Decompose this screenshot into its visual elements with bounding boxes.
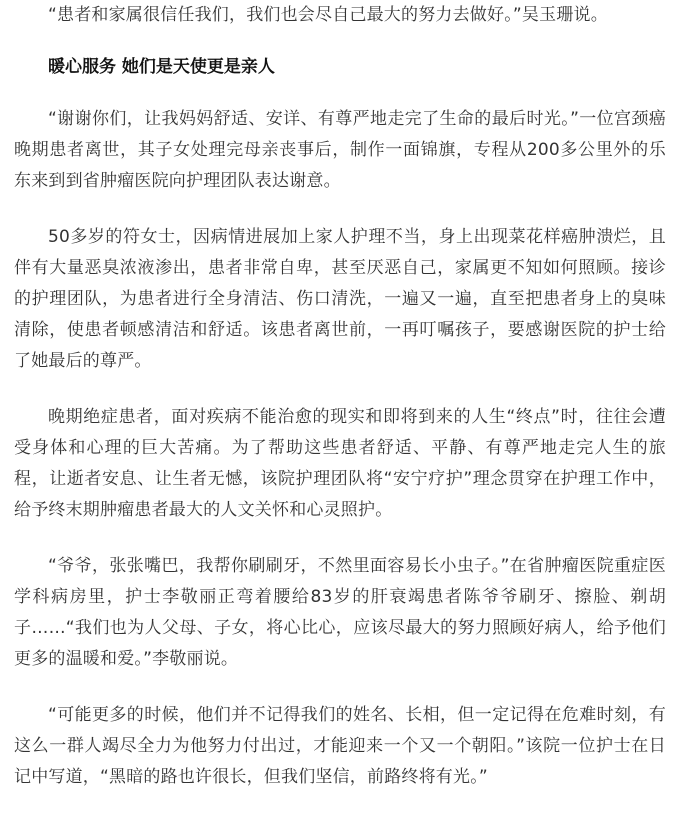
paragraph-thank-you-banner: “谢谢你们，让我妈妈舒适、安详、有尊严地走完了生命的最后时光。”一位宫颈癌晚期患者离世，其子女处理完母亲丧事后，制作一面锦旗，专程从200多公里外的乐东来到到省肿瘤医院向护理团队表达谢意。 — [14, 109, 666, 191]
spacer — [14, 675, 666, 700]
paragraph-nurse-li-jingli: “爷爷，张张嘴巴，我帮你刷刷牙，不然里面容易长小虫子。”在省肿瘤医院重症医学科病房里，护士李敬丽正弯着腰给83岁的肝衰竭患者陈爷爷刷牙、擦脸、剃胡子……“我们也为人父母、子女，将心比心，应该尽最大的努力照顾好病人，给予他们更多的温暖和爱。”李敬丽说。 — [14, 556, 666, 669]
paragraph-nurse-diary: “可能更多的时候，他们并不记得我们的姓名、长相，但一定记得在危难时刻，有这么一群人竭尽全力为他努力付出过，才能迎来一个又一个朝阳。”该院一位护士在日记中写道，“黑暗的路也许很长，但我们坚信，前路终将有光。” — [14, 705, 666, 787]
article-body — [14, 0, 666, 793]
section-subheading: 暖心服务 她们是天使更是亲人 — [48, 57, 275, 77]
paragraph-ms-fu: 50多岁的符女士，因病情进展加上家人护理不当，身上出现菜花样癌肿溃烂，且伴有大量恶臭浓液渗出，患者非常自卑，甚至厌恶自己，家属更不知如何照顾。接诊的护理团队，为患者进行全身清洁、伤口清洗，一遍又一遍，直至把患者身上的臭味清除，使患者顿感清洁和舒适。该患者离世前，一再叮嘱孩子，要感谢医院的护士给了她最后的尊严。 — [14, 227, 666, 371]
paragraph-quote-wu-yushan: “患者和家属很信任我们，我们也会尽自己最大的努力去做好。”吴玉珊说。 — [48, 5, 608, 25]
spacer — [14, 377, 666, 402]
paragraph-hospice-care: 晚期绝症患者，面对疾病不能治愈的现实和即将到来的人生“终点”时，往往会遭受身体和心理的巨大苦痛。为了帮助这些患者舒适、平静、有尊严地走完人生的旅程，让逝者安息、让生者无憾，该院护理团队将“安宁疗护”理念贯穿在护理工作中，给予终末期肿瘤患者最大的人文关怀和心灵照护。 — [14, 407, 666, 520]
spacer — [14, 197, 666, 222]
spacer — [14, 83, 666, 104]
spacer — [14, 31, 666, 52]
spacer — [14, 526, 666, 551]
